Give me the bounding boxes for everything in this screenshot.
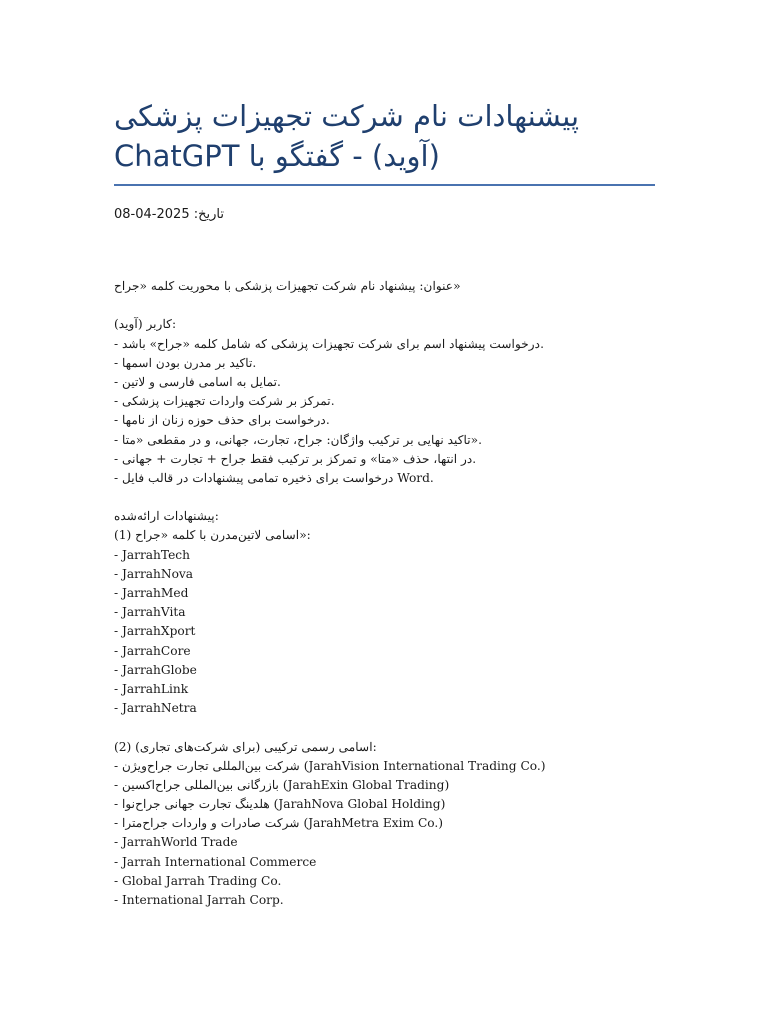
group2-list — [114, 757, 655, 911]
list-item: - در انتها، حذف «متا» و تمرکز بر ترکیب فقط جراح + تجارت + جهانی. — [114, 451, 477, 466]
list-item: - بازرگانی بین‌المللی جراح‌اکسین (JarahExin Global Trading) — [114, 777, 450, 792]
list-item: - Jarrah International Commerce — [114, 854, 317, 869]
title-line-2: (آوید) - گفتگو با ChatGPT — [114, 139, 440, 173]
list-item: - شرکت صادرات و واردات جراح‌مترا (JarahMetra Exim Co.) — [114, 816, 444, 831]
list-item: - JarrahVita — [114, 605, 186, 620]
document-page — [114, 96, 655, 910]
list-item: - JarrahTech — [114, 547, 190, 562]
list-item: - هلدینگ تجارت جهانی جراح‌نوا (JarahNova Global Holding) — [114, 797, 446, 812]
list-item: - JarrahNova — [114, 566, 194, 581]
list-item: - تمرکز بر شرکت واردات تجهیزات پزشکی. — [114, 394, 335, 409]
list-item: - JarrahXport — [114, 624, 196, 639]
group2-heading: (2) اسامی رسمی ترکیبی (برای شرکت‌های تجاری): — [114, 739, 377, 754]
group1-list — [114, 546, 655, 719]
list-item: - تمایل به اسامی فارسی و لاتین. — [114, 374, 281, 389]
list-item: - درخواست پیشنهاد اسم برای شرکت تجهیزات پزشکی که شامل کلمه «جراح» باشد. — [114, 336, 544, 351]
list-item: - درخواست برای ذخیره تمامی پیشنهادات در قالب فایل Word. — [114, 470, 434, 485]
list-item: - تاکید نهایی بر ترکیب واژگان: جراح، تجارت، جهانی، و در مقطعی «متا». — [114, 432, 482, 447]
list-item: - International Jarrah Corp. — [114, 893, 284, 907]
spacer — [114, 718, 655, 737]
list-item: - JarrahCore — [114, 643, 191, 658]
spacer — [114, 296, 655, 315]
subject-line: عنوان: پیشنهاد نام شرکت تجهیزات پزشکی با محوریت کلمه «جراح» — [114, 279, 461, 293]
title-line-1: پیشنهادات نام شرکت تجهیزات پزشکی — [114, 99, 580, 133]
document-title — [114, 96, 655, 176]
list-item: - Global Jarrah Trading Co. — [114, 873, 282, 888]
list-item: - درخواست برای حذف حوزه زنان از نامها. — [114, 413, 330, 428]
list-item: - JarrahWorld Trade — [114, 835, 238, 850]
list-item: - JarrahGlobe — [114, 662, 197, 677]
list-item: - JarrahLink — [114, 681, 189, 696]
document-date: تاریخ: 2025-04-08 — [114, 207, 224, 222]
group1-heading: (1) اسامی لاتین‌مدرن با کلمه «جراح»: — [114, 528, 311, 543]
list-item: - JarrahNetra — [114, 701, 197, 716]
list-item: - JarrahMed — [114, 586, 189, 600]
user-heading: کاربر (آوید): — [114, 317, 177, 332]
list-item: - شرکت بین‌المللی تجارت جراح‌ویژن (JarahVision International Trading Co.) — [114, 758, 546, 773]
list-item: - تاکید بر مدرن بودن اسمها. — [114, 355, 257, 370]
spacer — [114, 488, 655, 507]
title-underline — [114, 184, 655, 186]
user-request-list — [114, 335, 655, 489]
suggestions-heading: پیشنهادات ارائه‌شده: — [114, 509, 219, 524]
document-body — [114, 277, 655, 910]
